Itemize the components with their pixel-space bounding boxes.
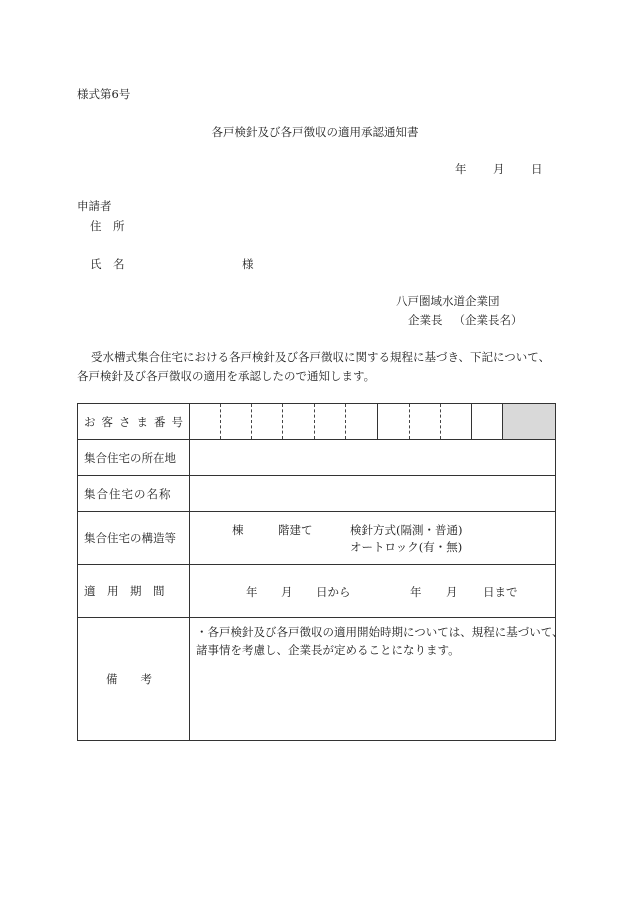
structure-field[interactable] (190, 512, 556, 565)
name-label: 氏 名 (90, 257, 125, 271)
digit-box[interactable] (190, 404, 220, 439)
digit-box[interactable] (220, 404, 251, 439)
location-label: 集合住宅の所在地 (78, 440, 190, 476)
structure-label: 集合住宅の構造等 (78, 512, 190, 565)
details-table (77, 403, 564, 741)
period-row (78, 565, 556, 618)
digit-box[interactable] (409, 404, 440, 439)
issuer-director (408, 312, 522, 328)
honorific: 様 (242, 257, 254, 271)
name-row (78, 476, 556, 512)
body-line-1: 受水槽式集合住宅における各戸検針及び各戸徴収に関する規程に基づき、下記について、 (91, 350, 551, 364)
issuer-position: 企業長 (408, 313, 443, 327)
digit-box[interactable] (345, 404, 377, 439)
date-year: 年 (455, 162, 467, 176)
remarks-line-2: 諸事情を考慮し、企業長が定めることになります。 (196, 643, 460, 657)
digit-box[interactable] (314, 404, 345, 439)
period-label: 適 用 期 間 (78, 565, 190, 618)
building-name-label: 集合住宅の名称 (78, 476, 190, 512)
remarks-field (190, 618, 564, 741)
date-day: 日 (531, 162, 543, 176)
remarks-line-1: ・各戸検針及び各戸徴収の適用開始時期については、規程に基づいて、 (196, 625, 564, 639)
structure-row (78, 512, 556, 565)
digit-box[interactable] (282, 404, 314, 439)
period-field[interactable] (190, 565, 556, 618)
autolock: オートロック(有・無) (350, 540, 463, 554)
to-day: 日まで (483, 585, 518, 599)
digit-box[interactable] (471, 404, 502, 439)
issuer-name: （企業長名） (453, 313, 523, 327)
digit-box[interactable] (377, 404, 409, 439)
floors-unit: 階建て (278, 523, 313, 537)
from-year: 年 (246, 585, 258, 599)
shaded-box (502, 404, 555, 439)
from-day: 日から (316, 585, 351, 599)
issuer-organization: 八戸圏域水道企業団 (396, 294, 500, 308)
document-title: 各戸検針及び各戸徴収の適用承認通知書 (211, 125, 419, 139)
date-line (455, 161, 543, 177)
body-text (77, 348, 557, 386)
from-month: 月 (281, 585, 293, 599)
digit-box[interactable] (251, 404, 282, 439)
body-line-2: 各戸検針及び各戸徴収の適用を承認したので通知します。 (77, 369, 376, 383)
remarks-label: 備 考 (78, 618, 190, 741)
remarks-row (78, 618, 556, 741)
customer-number-row (78, 404, 556, 440)
to-year: 年 (410, 585, 422, 599)
address-label: 住 所 (90, 219, 125, 233)
to-month: 月 (446, 585, 458, 599)
date-month: 月 (493, 162, 505, 176)
location-row (78, 440, 556, 476)
location-field[interactable] (190, 440, 556, 476)
digit-box[interactable] (440, 404, 471, 439)
applicant-heading: 申請者 (77, 199, 112, 213)
customer-number-boxes[interactable] (190, 404, 556, 440)
form-number: 様式第6号 (77, 87, 131, 101)
meter-method: 検針方式(隔測・普通) (350, 523, 463, 537)
customer-number-label: お客さま番号 (78, 404, 190, 440)
building-name-field[interactable] (190, 476, 556, 512)
building-unit: 棟 (232, 523, 244, 537)
